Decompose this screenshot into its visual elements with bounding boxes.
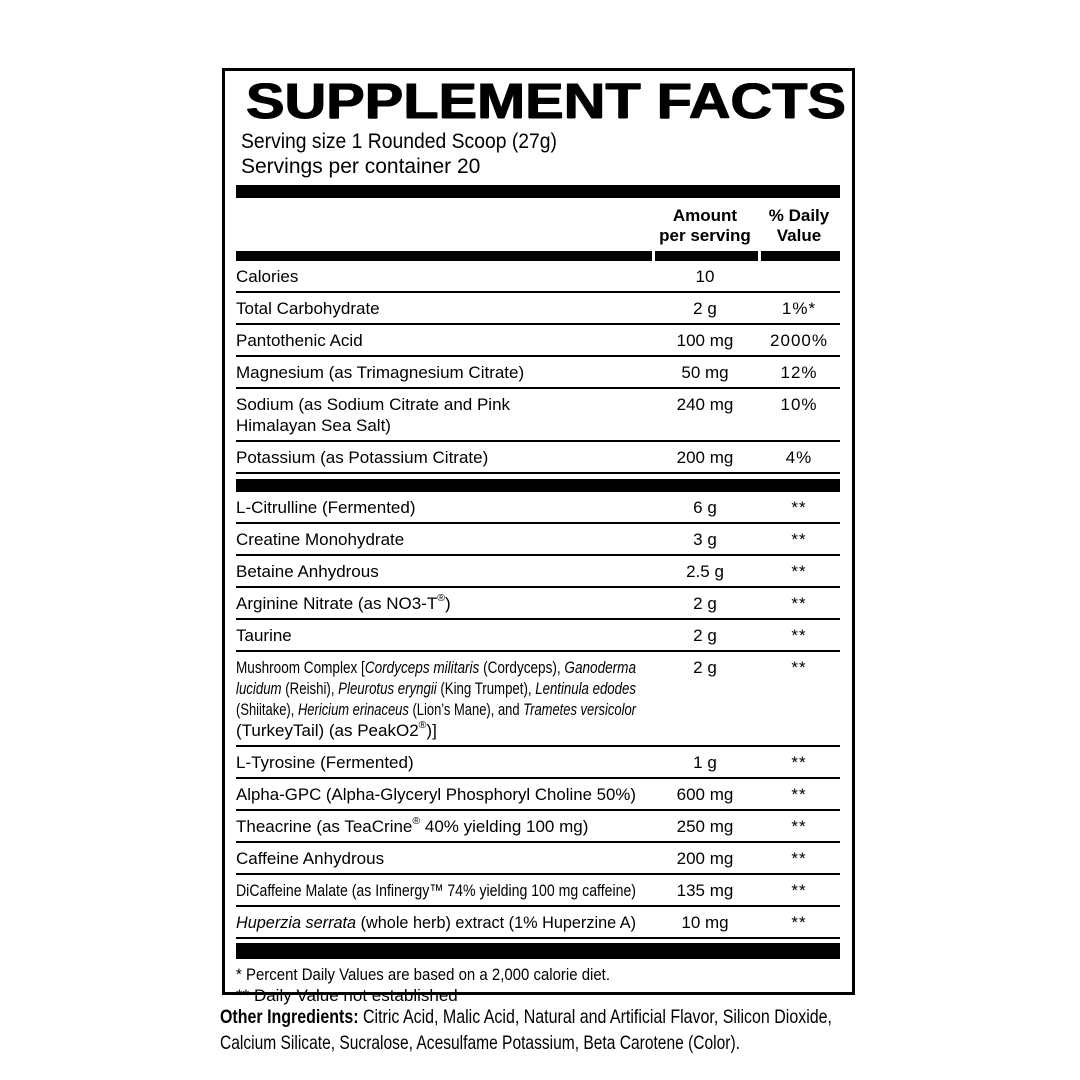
other-ingredients	[220, 1004, 870, 1056]
column-headers	[236, 206, 840, 246]
divider-bar-header	[236, 251, 840, 261]
amount-column-header: Amount per serving	[659, 206, 751, 245]
servings-per-container: Servings per container 20	[241, 155, 481, 178]
ingredient-row-arginine-nitrate: Arginine Nitrate (as NO3-T®) 2 g **	[236, 588, 840, 620]
other-ingredients-line: Calcium Silicate, Sucralose, Acesulfame Potassium, Beta Carotene (Color).	[220, 1032, 740, 1054]
ingredient-row-mushroom-complex: Mushroom Complex [Cordyceps militaris (Cordyceps), Ganoderma lucidum (Reishi), Pleurotus eryngii (King Trumpet), Lentinula edodes (Shiitake), Hericium erinaceus (Lion’s Mane), and Trametes versicolor (TurkeyTail) (as PeakO2®)] 2 g **	[236, 652, 840, 747]
divider-bar-middle	[236, 479, 840, 492]
ingredient-row-dicaffeine-malate: DiCaffeine Malate (as Infinergy™ 74% yielding 100 mg caffeine) 135 mg **	[236, 875, 840, 907]
ingredient-row-calories: Calories 10	[236, 261, 840, 293]
serving-info	[241, 129, 840, 179]
footnote-daily-value: * Percent Daily Values are based on a 2,000 calorie diet.	[236, 965, 610, 984]
ingredient-row-l-citrulline: L-Citrulline (Fermented) 6 g **	[236, 492, 840, 524]
ingredient-row-total-carbohydrate: Total Carbohydrate 2 g 1%*	[236, 293, 840, 325]
ingredient-row-theacrine: Theacrine (as TeaCrine® 40% yielding 100 mg) 250 mg **	[236, 811, 840, 843]
column-gap	[758, 251, 761, 261]
divider-bar-top	[236, 185, 840, 198]
ingredient-row-taurine: Taurine 2 g **	[236, 620, 840, 652]
ingredient-row-huperzia: Huperzia serrata (whole herb) extract (1% Huperzine A) 10 mg **	[236, 907, 840, 939]
footnotes	[236, 964, 840, 1006]
supplement-facts-panel	[222, 68, 855, 1005]
serving-size: Serving size 1 Rounded Scoop (27g)	[241, 130, 557, 153]
divider-bar-bottom	[236, 943, 840, 959]
panel-title: SUPPLEMENT FACTS	[246, 73, 846, 129]
ingredient-row-alpha-gpc: Alpha-GPC (Alpha-Glyceryl Phosphoryl Choline 50%) 600 mg **	[236, 779, 840, 811]
column-gap	[652, 251, 655, 261]
ingredient-row-potassium: Potassium (as Potassium Citrate) 200 mg 4%	[236, 442, 840, 474]
ingredient-row-l-tyrosine: L-Tyrosine (Fermented) 1 g **	[236, 747, 840, 779]
ingredient-row-caffeine: Caffeine Anhydrous 200 mg **	[236, 843, 840, 875]
ingredient-row-pantothenic-acid: Pantothenic Acid 100 mg 2000%	[236, 325, 840, 357]
ingredient-row-magnesium: Magnesium (as Trimagnesium Citrate) 50 mg 12%	[236, 357, 840, 389]
ingredient-row-creatine: Creatine Monohydrate 3 g **	[236, 524, 840, 556]
daily-value-column-header: % Daily Value	[768, 206, 830, 245]
other-ingredients-line: Other Ingredients: Citric Acid, Malic Acid, Natural and Artificial Flavor, Silicon Dioxide,	[220, 1006, 832, 1028]
footnote-not-established: ** Daily Value not established	[236, 986, 458, 1005]
ingredient-row-sodium: Sodium (as Sodium Citrate and Pink Himalayan Sea Salt) 240 mg 10%	[236, 389, 840, 442]
ingredient-row-betaine: Betaine Anhydrous 2.5 g **	[236, 556, 840, 588]
